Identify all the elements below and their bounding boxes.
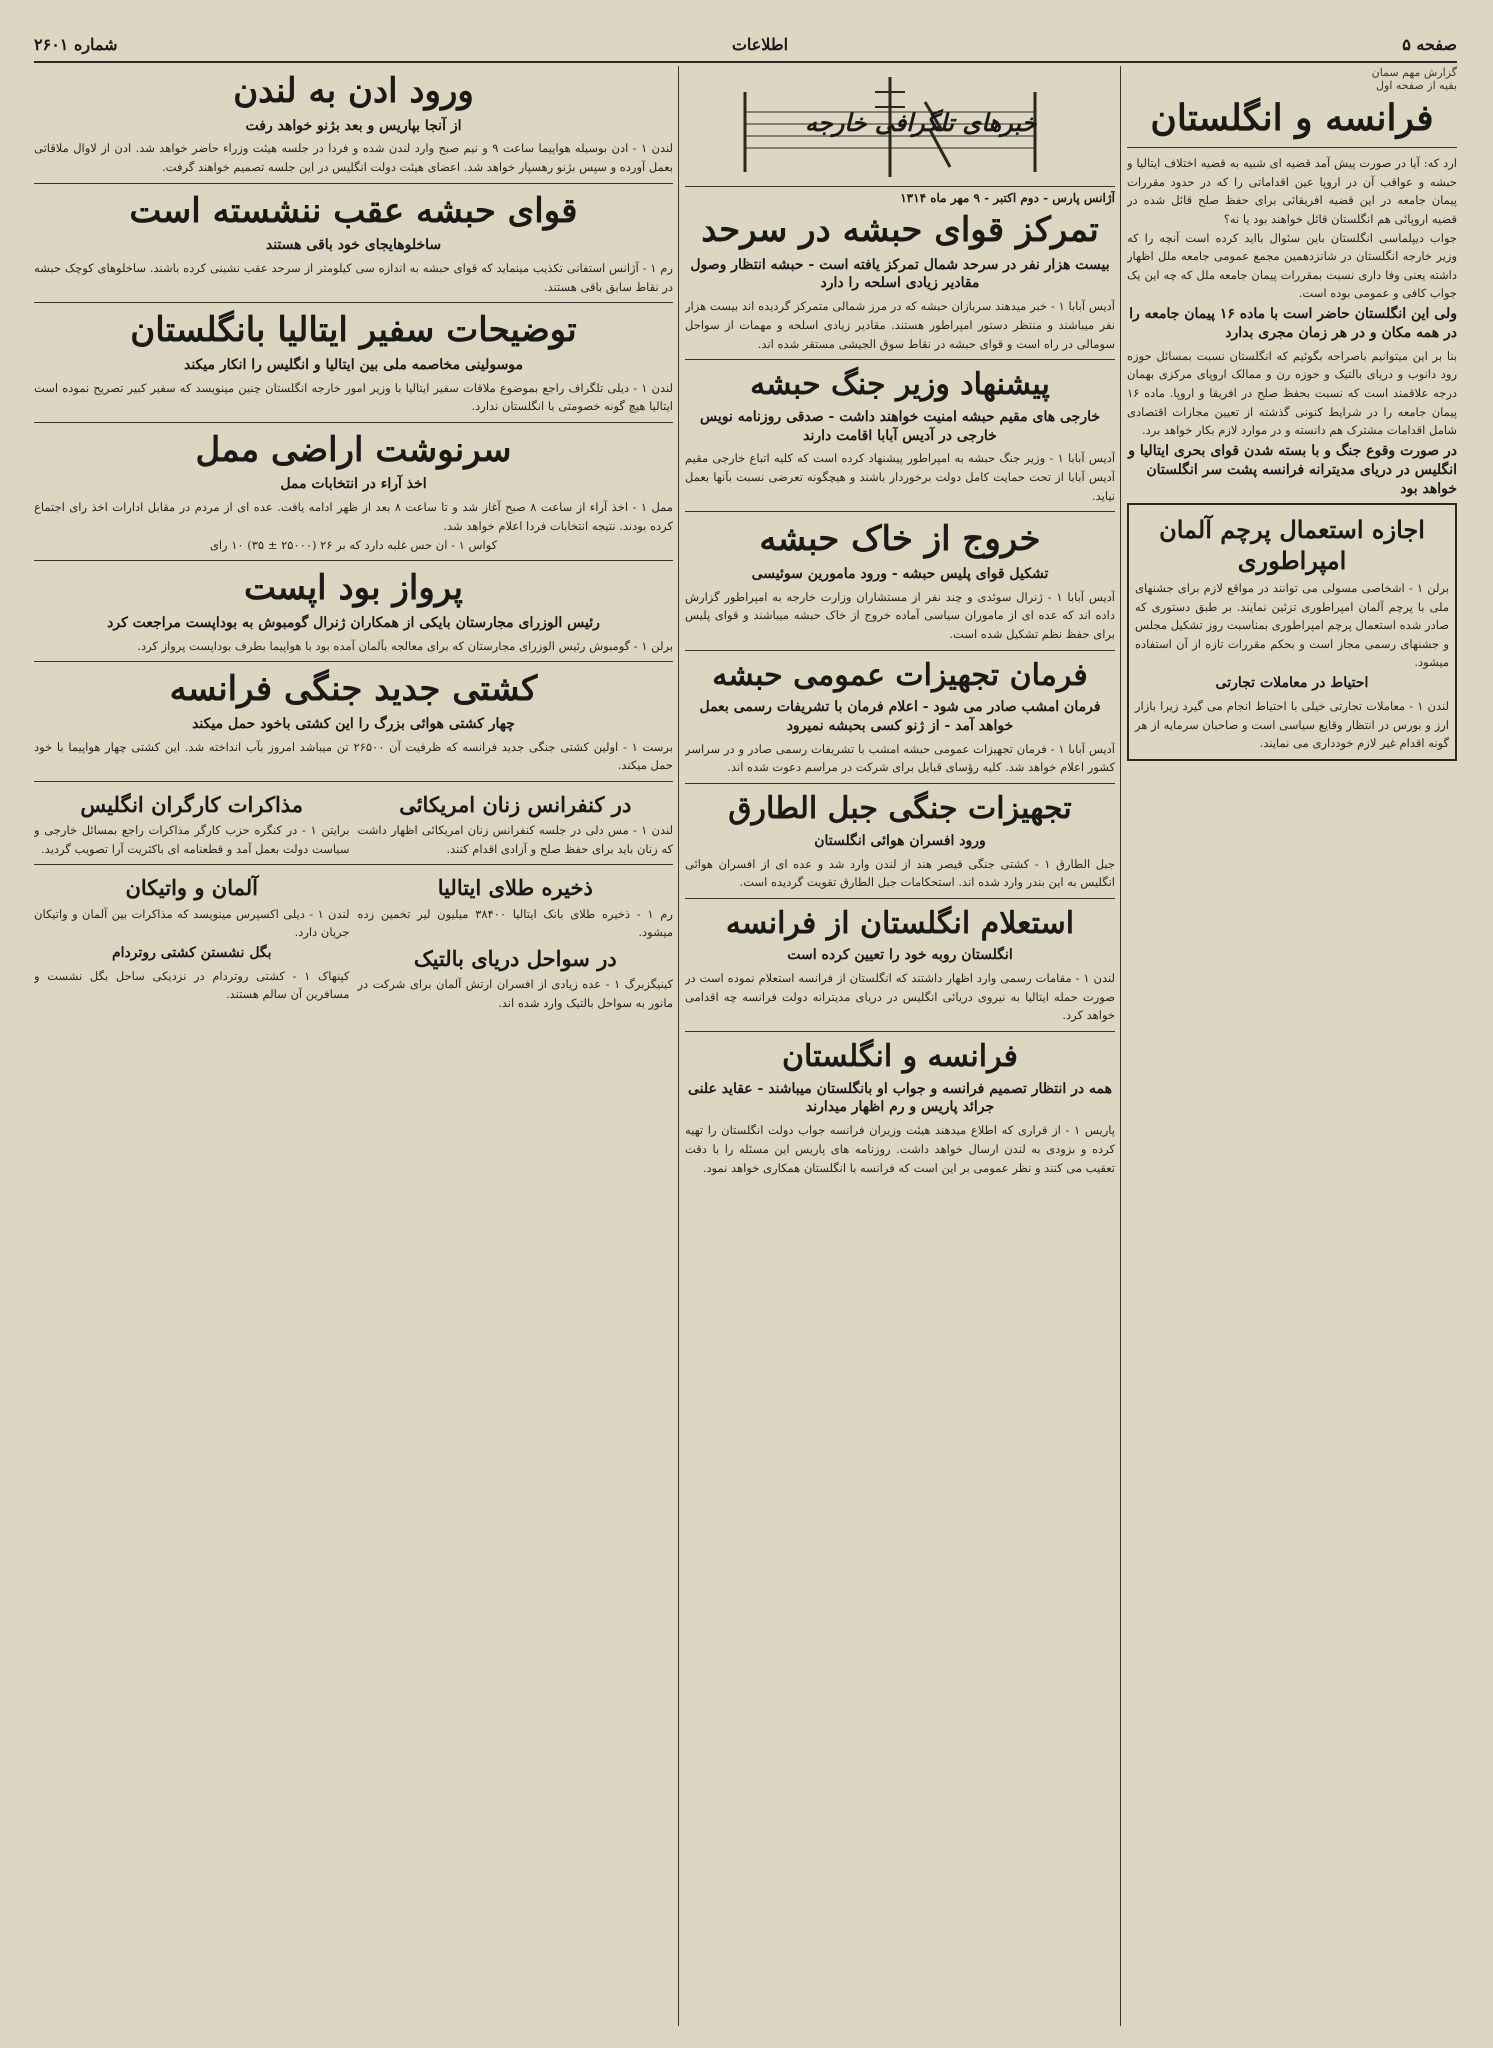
article-body: ارد که: آیا در صورت پیش آمد قضیه ای شبیه به قضیه اختلاف ایتالیا و حبشه و عواقب آن در اروپا عین اقداماتی را که در حدود مقررات پیمان جامعه در این قضیه افریقائی برای حفظ صلح قائل شده در قضیه اروپائی هم انگلستان قائل خواهند بود یا نه؟ [1127, 156, 1457, 226]
headline: در سواحل دریای بالتیک [413, 945, 617, 971]
agency-dateline: آژانس پارس - دوم اکتبر - ۹ مهر ماه ۱۳۱۴ [900, 191, 1115, 205]
headline: خروج از خاک حبشه [759, 519, 1041, 560]
article-body: لندن ۱ - ادن بوسیله هواپیما ساعت ۹ و نیم صبح وارد لندن شده و فردا در جلسه هیئت وزراء حاضر خواهد شد. ادن از لاوال ملاقاتی بعمل آورده و سپس بژنو رهسپار خواهد شد. اعضای هیئت دولت انگلیس در این جلسه تصمیم خواهند گرفت. [34, 141, 673, 175]
subheadline: از آنجا بپاریس و بعد بژنو خواهد رفت [245, 117, 462, 134]
article-body: برلن ۱ - اشخاصی مسولی می توانند در مواقع لازم برای جشنهای ملی با پرچم آلمان امپراطوری تزئین نمایند. بر طبق دستوری که صادر شده استعمال پرچم امپراطوری بمناسبت روز تشکیل مجلس و جشنهای رسمی مجاز است و بحکم مقررات تازه از آن استفاده میشود. [1135, 580, 1449, 670]
short-news-row [34, 788, 673, 859]
short-news-item [34, 871, 350, 1012]
article-body: برایتن ۱ - در کنگره حزب کارگر مذاکرات راجع بمسائل خارجی و سیاست دولت بعمل آمد و قطعنامه ای باکثریت آرا تصویب گردید. [34, 823, 350, 856]
subheadline: انگلستان روبه خود را تعیین کرده است [787, 947, 1013, 964]
masthead [34, 32, 1457, 63]
article-body: بنا بر این میتوانیم باصراحه بگوئیم که انگلستان نسبت بمسائل حوزه رود دانوب و دریای بالتیک و حوزه رن و ممالک اروپای مرکزی بهمان درجه علاقمند است که نسبت بحفظ صلح در افریقا و اروپا. ماده ۱۶ پیمان جامعه را در شرایط کنونی گذشته از تعیین مجازات اقتصادی شامل اقدامات مشترک هم دانسته و در موارد لازم بکار خواهد برد. [1127, 348, 1457, 438]
paper-name: اطلاعات [731, 34, 789, 54]
short-news-item [358, 871, 674, 1012]
highlight-text: ولی این انگلستان حاضر است با ماده ۱۶ پیمان جامعه را در همه مکان و در هر زمان مجری بدارد [1129, 306, 1457, 341]
headline: مذاکرات کارگران انگلیس [80, 791, 304, 817]
column-rule [678, 66, 679, 2026]
article-body: رم ۱ - ذخیره طلای بانک ایتالیا ۳۸۴۰۰ میلیون لیر تخمین زده میشود. [357, 906, 673, 940]
subheadline: احتیاط در معاملات تجارتی [1215, 675, 1369, 692]
headline: در کنفرانس زنان امریکائی [399, 791, 632, 817]
article-body: جواب دیپلماسی انگلستان باین سئوال بااید کرده است آنچه را که وزیر خارجه انگلستان در شانزدهمین مجمع عمومی جامعه ملل اظهار داشته یعنی وفا داری نسبت بمقررات پیمان جامعه ملل که چه این یک جواب کافی و عمومی بوده است. [1127, 230, 1457, 301]
page-number: صفحه ۵ [1402, 34, 1457, 54]
headline: آلمان و واتیکان [125, 875, 259, 901]
headline: تجهیزات جنگی جبل الطارق [728, 791, 1072, 827]
article-body: لندن ۱ - مس دلی در جلسه کنفرانس زنان امریکائی اظهار داشت که زنان باید برای حفظ صلح و آزادی اقدام کنند. [357, 823, 673, 856]
continued-note: بقیه از صفحه اول [1376, 79, 1457, 92]
article-body: برست ۱ - اولین کشتی جنگی جدید فرانسه که ظرفیت آن ۲۶۵۰۰ تن میباشد امروز بآب انداخته شد. این کشتی چهار هواپیما با خود حمل میکند. [34, 739, 673, 773]
headline: سرنوشت اراضی ممل [195, 429, 512, 470]
column-rule [1120, 66, 1121, 2026]
headline: توضیحات سفیر ایتالیا بانگلستان [130, 310, 577, 351]
subheadline: ورود افسران هوائی انگلستان [814, 832, 986, 849]
short-news-row [34, 871, 673, 1012]
subheadline: فرمان امشب صادر می شود - اعلام فرمان با تشریفات رسمی بعمل خواهد آمد - از ژنو کسی بحبشه نمیرود [699, 699, 1101, 734]
headline: پرواز بود اپست [244, 568, 463, 609]
subheadline: همه در انتظار تصمیم فرانسه و جواب او بانگلستان میباشند - عقاید علنی جرائد پاریس و رم اظهار میدارند [687, 1080, 1113, 1116]
subheadline: موسولینی مخاصمه ملی بین ایتالیا و انگلیس را انکار میکند [183, 356, 524, 373]
article-body: لندن ۱ - دیلی تلگراف راجع بموضوع ملاقات سفیر ایتالیا با وزیر امور خارجه انگلستان چنین مینویسد که سفیر کبیر تصریح نموده است ایتالیا هیچ گونه خصومتی با انگلستان ندارد. [34, 380, 673, 414]
boxed-article [1127, 503, 1457, 761]
subheadline: تشکیل قوای پلیس حبشه - ورود مامورین سوئیسی [751, 565, 1049, 582]
issue-number: شماره ۲۶۰۱ [34, 34, 118, 54]
headline-france-england: فرانسه و انگلستان [1150, 97, 1434, 139]
headline: فرمان تجهیزات عمومی حبشه [712, 657, 1088, 693]
article-body: لندن ۱ - مقامات رسمی وارد اظهار داشتند که انگلستان از فرانسه استعلام نموده است در صورت حمله ایتالیا به نیروی دریائی انگلیس در دریای مدیترانه دولت فرانسه چه اقدامی خواهد کرد. [685, 971, 1115, 1023]
foreign-telegrams-banner [685, 66, 1115, 187]
article-body: آدیس آبابا ۱ - وزیر جنگ حبشه به امپراطور پیشنهاد کرده است که کلیه اتباع خارجی مقیم آدیس آبابا از تحت حمایت کامل دولت برخوردار باشند و هیچگونه تعرضی نسبت بآنها بعمل نیاید. [685, 451, 1115, 503]
subheadline: خارجی های مقیم حبشه امنیت خواهند داشت - صدقی روزنامه نویس خارجی در آدیس آبابا اقامت دارند [700, 408, 1100, 444]
article-body: کپنهاک ۱ - کشتی روتردام در نزدیکی ساحل بگل نشست و مسافرین آن سالم هستند. [34, 968, 350, 1002]
subheadline: ساخلوهایجای خود باقی هستند [265, 237, 442, 254]
headline-german-flag: اجازه استعمال پرچم آلمان امپراطوری [1159, 514, 1425, 575]
headline: قوای حبشه عقب ننشسته است [129, 190, 578, 231]
left-column [34, 66, 673, 2026]
article-body: آدیس آبابا ۱ - فرمان تجهیزات عمومی حبشه امشب با تشریفات رسمی صادر و در سراسر کشور اعلام خواهد شد. کلیه رؤسای قبایل برای شرکت در مراسم دعوت شده اند. [685, 741, 1115, 775]
article-body: لندن ۱ - دیلی اکسپرس مینویسد که مذاکرات بین آلمان و واتیکان جریان دارد. [34, 906, 350, 940]
headline: پیشنهاد وزیر جنگ حبشه [750, 367, 1050, 403]
article-body: آدیس آبابا ۱ - خبر میدهند سربازان حبشه که در مرز شمالی متمرکز گردیده اند بیست هزار نفر میباشند و منتظر دستور امپراطور هستند. مقادیر زیادی اسلحه و مهمات از سواحل سومالی در راه است و قوای حبشه در نقاط سوق الجیشی مستقر شده اند. [685, 299, 1115, 351]
headline: فرانسه و انگلستان [782, 1039, 1018, 1075]
article-body: برلن ۱ - گومبوش رئیس الوزرای مجارستان که برای معالجه بآلمان آمده بود با هواپیما بطرف بوداپست پرواز کرد. [137, 638, 673, 653]
headline: کشتی جدید جنگی فرانسه [169, 669, 538, 710]
subheadline: رئیس الوزرای مجارستان بایکی از همکاران ژنرال گومبوش به بوداپست مراجعت کرد [107, 614, 600, 631]
short-news-item [358, 788, 674, 859]
article-body: کینیگزبرگ ۱ - عده زیادی از افسران ارتش آلمان برای شرکت در مانور به سواحل بالتیک وارد شده اند. [357, 977, 673, 1010]
short-news-item [34, 788, 350, 859]
banner-title: خبرهای تلگرافی خارجه [805, 108, 1037, 137]
subheadline: چهار کشتی هوائی بزرگ را این کشتی باخود حمل میکند [192, 715, 515, 732]
headline: استعلام انگلستان از فرانسه [725, 905, 1075, 941]
right-column [1127, 66, 1457, 2026]
headline: تمرکز قوای حبشه در سرحد [701, 210, 1099, 250]
middle-column [685, 66, 1115, 2026]
kicker: گزارش مهم سمان [1371, 66, 1457, 79]
subheadline: اخذ آراء در انتخابات ممل [280, 476, 427, 493]
subheadline: بیست هزار نفر در سرحد شمال تمرکز یافته است - حبشه انتظار وصول مقادیر زیادی اسلحه را دارد [690, 256, 1110, 292]
article-body: پاریس ۱ - از قراری که اطلاع میدهند هیئت وزیران فرانسه جواب دولت انگلستان را تهیه کرده و بزودی به لندن ارسال خواهد داشت. روزنامه های پاریس این مسئله را با دقت تعقیب می کنند و نظر عمومی بر این است که فرانسه با انگلستان همکاری خواهد نمود. [685, 1123, 1115, 1175]
vote-table-row: کواس ۱ - ان حس غلبه دارد که بر ۲۶ (۲۵۰۰۰ ± ۳۵) ۱۰ رای [209, 537, 498, 552]
highlight-bottom: در صورت وقوع جنگ و با بسته شدن قوای بحری ایتالیا و انگلیس در دریای مدیترانه فرانسه پشت سر انگلستان خواهد بود [1128, 442, 1457, 497]
subheadline: بگل نشستن کشتی روتردام [111, 944, 272, 961]
article-body: لندن ۱ - معاملات تجارتی خیلی با احتیاط انجام می گیرد زیرا بازار ارز و بورس در انتظار وقایع سیاسی است و صاحبان سرمایه از هر گونه اقدام غیر لازم خودداری می نمایند. [1135, 698, 1449, 751]
article-body: ممل ۱ - اخذ آراء از ساعت ۸ صبح آغاز شد و تا ساعت ۸ بعد از ظهر ادامه یافت. عده ای از مردم در مقابل ادارات اخذ رای اجتماع کرده بودند. نتیجه انتخابات فردا اعلام خواهد شد. [34, 500, 673, 533]
article-body: آدیس آبابا ۱ - ژنرال سوئدی و چند نفر از مستشاران وزارت خارجه به امپراطور گزارش داده اند که عده ای از ماموران سیاسی آماده خروج از خاک حبشه میباشند و قوای پلیس برای حفظ نظم تشکیل شده است. [685, 589, 1115, 641]
headline: ورود ادن به لندن [233, 71, 474, 111]
headline: ذخیره طلای ایتالیا [437, 875, 593, 901]
article-body: جبل الطارق ۱ - کشتی جنگی قیصر هند از لندن وارد شد و عده ای از افسران هوائی انگلیس به این بندر وارد شده اند. استحکامات جبل الطارق تقویت گردیده است. [685, 856, 1115, 890]
article-body: رم ۱ - آژانس استفانی تکذیب مینماید که قوای حبشه به اندازه سی کیلومتر از سرحد عقب نشینی کرده باشند. ساخلوهای کوچک حبشه در نقاط سابق باقی هستند. [34, 261, 673, 294]
